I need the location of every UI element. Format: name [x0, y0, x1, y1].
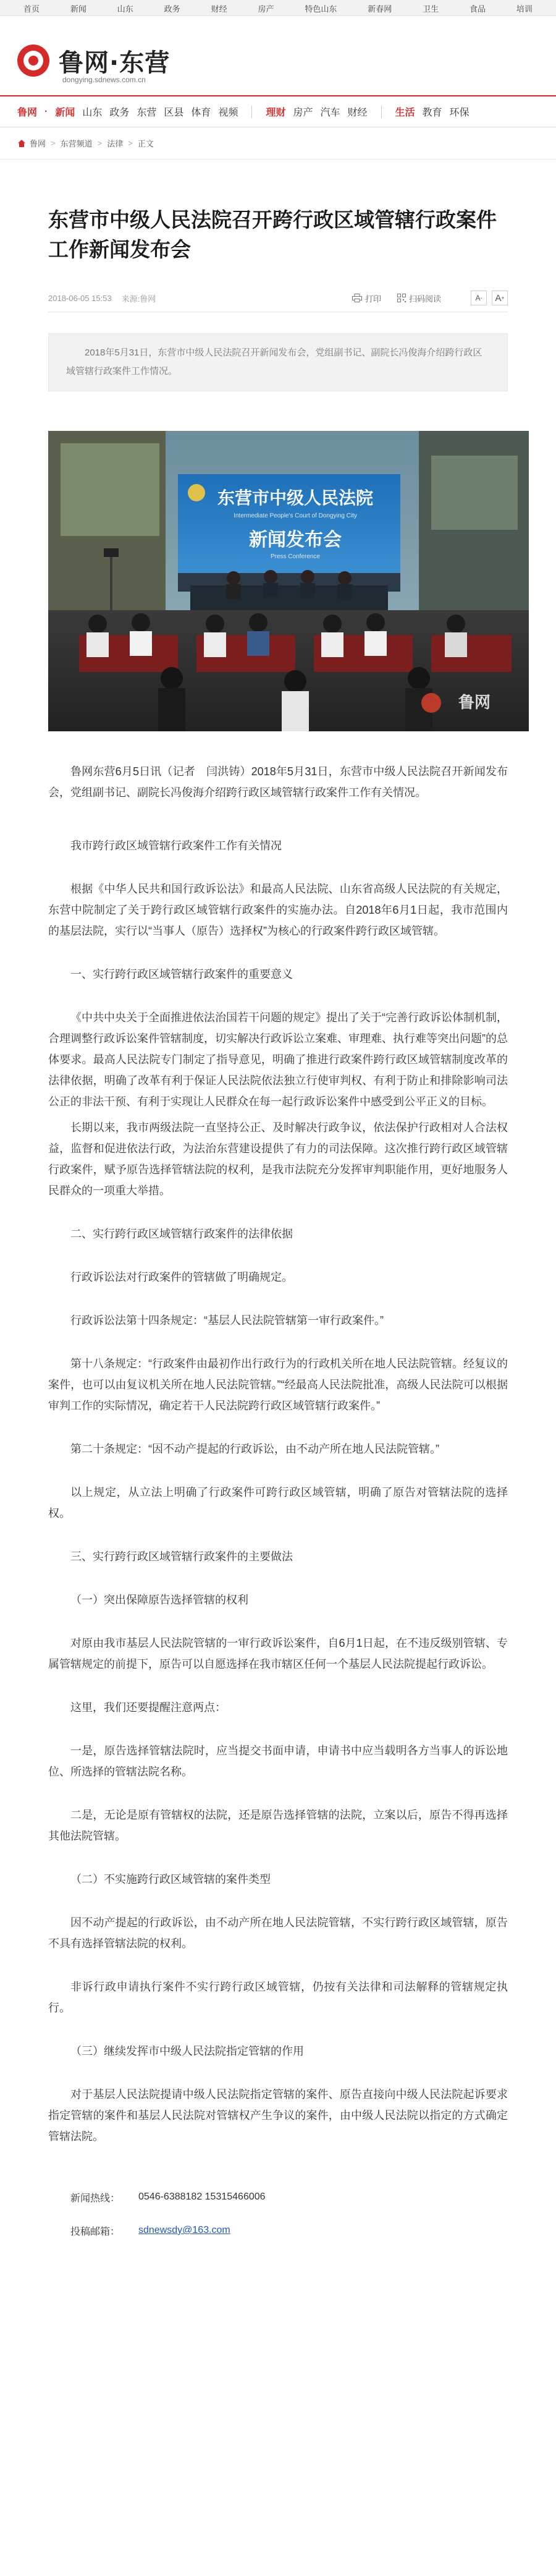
channel-group-finance — [266, 104, 374, 119]
top-nav-government[interactable]: 政务 — [164, 4, 180, 14]
channel-news[interactable]: 新闻 — [55, 108, 75, 118]
channel-auto[interactable]: 汽车 — [320, 108, 340, 118]
channel-video[interactable]: 视频 — [218, 108, 238, 118]
print-icon — [352, 294, 362, 302]
top-nav-home[interactable]: 首页 — [23, 4, 40, 14]
breadcrumb-law[interactable]: 法律 — [107, 139, 124, 148]
paragraph: 对原由我市基层人民法院管辖的一审行政诉讼案件，自6月1日起，在不违反级别管辖、专属管辖规定的前提下，原告可以自愿选择在我市辖区任何一个基层人民法院提起行政诉讼。 — [48, 1637, 508, 1670]
channel-realestate[interactable]: 房产 — [293, 108, 313, 118]
channel-dot: · — [44, 106, 48, 117]
paragraph: 长期以来，我市两级法院一直坚持公正、及时解决行政争议，依法保护行政相对人合法权益，监督和促进依法行政，为法治东营建设提供了有力的司法保障。这次推行跨行政区域管辖行政案件，赋予原告选择管辖法院的权利，是我市法院充分发挥审判职能作用，更好地服务人民群众的一项重大举措。 — [48, 1121, 508, 1197]
scan-read-label: 扫码阅读 — [408, 294, 441, 304]
top-nav-food[interactable]: 食品 — [470, 4, 486, 14]
news-hotline — [70, 2180, 508, 2214]
banner-court-english: Intermediate People's Court of Dongying City — [234, 512, 357, 519]
channel-wealth[interactable]: 理财 — [266, 108, 286, 118]
subsection-heading: （三）继续发挥市中级人民法院指定管辖的作用 — [70, 2045, 304, 2057]
top-nav-health[interactable]: 卫生 — [423, 4, 439, 14]
font-decrease-button[interactable]: A - — [471, 291, 487, 305]
article-source: 来源:鲁网 — [121, 294, 156, 304]
paragraph-lead: 鲁网东营6月5日讯（记者 闫洪铸）2018年5月31日，东营市中级人民法院召开新闻发布会，党组副书记、副院长冯俊海介绍跨行政区域管辖行政案件工作有关情况。 — [48, 765, 508, 799]
article-summary: 2018年5月31日，东营市中级人民法院召开新闻发布会，党组副书记、副院长冯俊海介绍跨行政区域管辖行政案件工作情况。 — [48, 333, 508, 391]
paragraph: 第十八条规定：“行政案件由最初作出行政行为的行政机关所在地人民法院管辖。经复议的案件，也可以由复议机关所在地人民法院管辖。”“经最高人民法院批准，高级人民法院可以根据审判工作的实际情况，确定若干人民法院跨行政区域管辖行政案件。” — [48, 1358, 508, 1412]
hotline-label: 新闻热线： — [70, 2193, 120, 2204]
top-nav-training[interactable]: 培训 — [516, 4, 533, 14]
channel-navigation — [0, 95, 556, 127]
contact-info — [48, 2180, 508, 2247]
section-heading: 三、实行跨行政区域管辖行政案件的主要做法 — [70, 1550, 293, 1563]
section-heading: 一、实行跨行政区域管辖行政案件的重要意义 — [70, 968, 293, 980]
press-conference-photo — [48, 431, 529, 731]
top-navigation — [0, 0, 556, 16]
section-heading: 我市跨行政区域管辖行政案件工作有关情况 — [70, 840, 282, 852]
photo-watermark: 鲁网 — [458, 694, 491, 712]
channel-sports[interactable]: 体育 — [191, 108, 211, 118]
channel-divider — [381, 106, 382, 118]
banner-title-english: Press Conference — [270, 553, 321, 560]
channel-finance[interactable]: 财经 — [347, 108, 368, 118]
font-increase-button[interactable]: A + — [492, 291, 508, 305]
qrcode-icon — [397, 294, 406, 302]
email-link[interactable]: sdnewsdy@163.com — [138, 2225, 230, 2235]
print-button[interactable] — [352, 292, 381, 304]
paragraph: 根据《中华人民共和国行政诉讼法》和最高人民法院、山东省高级人民法院的有关规定，东营中院制定了关于跨行政区域管辖行政案件的实施办法。自2018年6月1日起，我市范围内的基层法院，实行以“当事人（原告）选择权”为核心的行政案件跨行政区域管辖。 — [48, 883, 508, 937]
article — [0, 205, 556, 2247]
article-tools — [336, 291, 508, 305]
subsection-heading: （二）不实施跨行政区域管辖的案件类型 — [70, 1873, 271, 1885]
breadcrumb-separator: > — [51, 138, 56, 148]
channel-divider — [251, 106, 252, 118]
breadcrumb-separator: > — [97, 138, 103, 148]
channel-education[interactable]: 教育 — [422, 108, 442, 118]
article-body — [48, 761, 508, 2147]
channel-life[interactable]: 生活 — [395, 108, 415, 118]
font-decrease-label: A — [475, 294, 481, 302]
home-icon — [17, 139, 26, 148]
site-logo-icon[interactable] — [17, 45, 49, 77]
channel-government[interactable]: 政务 — [109, 108, 130, 118]
paragraph: 行政诉讼法第十四条规定：“基层人民法院管辖第一审行政案件。” — [70, 1314, 384, 1327]
channel-districts[interactable]: 区县 — [164, 108, 184, 118]
paragraph: 第二十条规定：“因不动产提起的行政诉讼，由不动产所在地人民法院管辖。” — [70, 1443, 439, 1455]
article-title: 东营市中级人民法院召开跨行政区域管辖行政案件工作新闻发布会 — [48, 208, 497, 261]
top-nav-shandong[interactable]: 山东 — [117, 4, 133, 14]
top-nav-finance[interactable]: 财经 — [211, 4, 227, 14]
banner-title: 新闻发布会 — [249, 529, 342, 551]
section-heading: 二、实行跨行政区域管辖行政案件的法律依据 — [70, 1228, 293, 1240]
email-label: 投稿邮箱： — [70, 2226, 120, 2237]
top-nav-news[interactable]: 新闻 — [70, 4, 86, 14]
channel-dongying[interactable]: 东营 — [137, 108, 157, 118]
paragraph: 二是，无论是原有管辖权的法院，还是原告选择管辖的法院，立案以后，原告不得再选择其他法院管辖。 — [48, 1809, 508, 1842]
scan-read-button[interactable] — [397, 292, 441, 304]
article-photo — [48, 431, 529, 731]
channel-shandong[interactable]: 山东 — [82, 108, 103, 118]
submission-email — [70, 2214, 508, 2247]
banner-court-name: 东营市中级人民法院 — [217, 488, 374, 508]
top-nav-realestate[interactable]: 房产 — [258, 4, 274, 14]
paragraph: 因不动产提起的行政诉讼，由不动产所在地人民法院管辖，不实行跨行政区域管辖，原告不具有选择管辖法院的权利。 — [48, 1916, 508, 1950]
top-nav-spring[interactable]: 新春网 — [368, 4, 392, 14]
breadcrumb-dongying-channel[interactable]: 东营频道 — [60, 139, 93, 148]
font-increase-label: A — [495, 292, 502, 304]
top-nav-featured-shandong[interactable]: 特色山东 — [305, 4, 337, 14]
breadcrumb — [0, 127, 556, 159]
paragraph: 《中共中央关于全面推进依法治国若干问题的规定》提出了关于“完善行政诉讼体制机制，合理调整行政诉讼案件管辖制度，切实解决行政诉讼立案难、审理难、执行难等突出问题”的总体要求。最高人民法院专门制定了指导意见，明确了推进行政案件跨行政区域管辖制度改革的法律依据，明确了改革有利于保证人民法院依法独立行使审判权、有利于防止和排除影响司法公正的非法干预、有利于实现让人民群众在每一起行政诉讼案件中感受到公平正义的目标。 — [48, 1011, 508, 1108]
channel-group-news — [17, 104, 245, 119]
paragraph: 行政诉讼法对行政案件的管辖做了明确规定。 — [70, 1271, 293, 1283]
site-logo-name[interactable]: 鲁网·东营 — [59, 49, 171, 77]
channel-group-life — [395, 104, 477, 119]
paragraph: 这里，我们还要提醒注意两点： — [70, 1701, 226, 1714]
article-meta — [48, 288, 508, 308]
paragraph: 对于基层人民法院提请中级人民法院指定管辖的案件、原告直接向中级人民法院起诉要求指定管辖的案件和基层人民法院对管辖权产生争议的案件，由中级人民法院以指定的方式确定管辖法院。 — [48, 2088, 508, 2143]
breadcrumb-lunet[interactable]: 鲁网 — [30, 139, 46, 148]
hotline-number: 0546-6388182 15315466006 — [138, 2191, 266, 2202]
paragraph: 一是，原告选择管辖法院时，应当提交书面申请，申请书中应当载明各方当事人的诉讼地位、所选择的管辖法院名称。 — [48, 1745, 508, 1778]
subsection-heading: （一）突出保障原告选择管辖的权利 — [70, 1594, 248, 1606]
print-label: 打印 — [364, 294, 381, 304]
breadcrumb-separator: > — [128, 138, 133, 148]
article-date: 2018-06-05 15:53 — [48, 293, 112, 303]
channel-environment[interactable]: 环保 — [449, 108, 470, 118]
channel-lunet[interactable]: 鲁网 — [17, 108, 38, 118]
site-domain: dongying.sdnews.com.cn — [62, 75, 146, 84]
paragraph: 非诉行政申请执行案件不实行跨行政区域管辖，仍按有关法律和司法解释的管辖规定执行。 — [48, 1981, 508, 2014]
paragraph: 以上规定，从立法上明确了行政案件可跨行政区域管辖，明确了原告对管辖法院的选择权。 — [48, 1486, 508, 1520]
breadcrumb-current: 正文 — [137, 139, 154, 148]
site-header — [0, 16, 556, 83]
